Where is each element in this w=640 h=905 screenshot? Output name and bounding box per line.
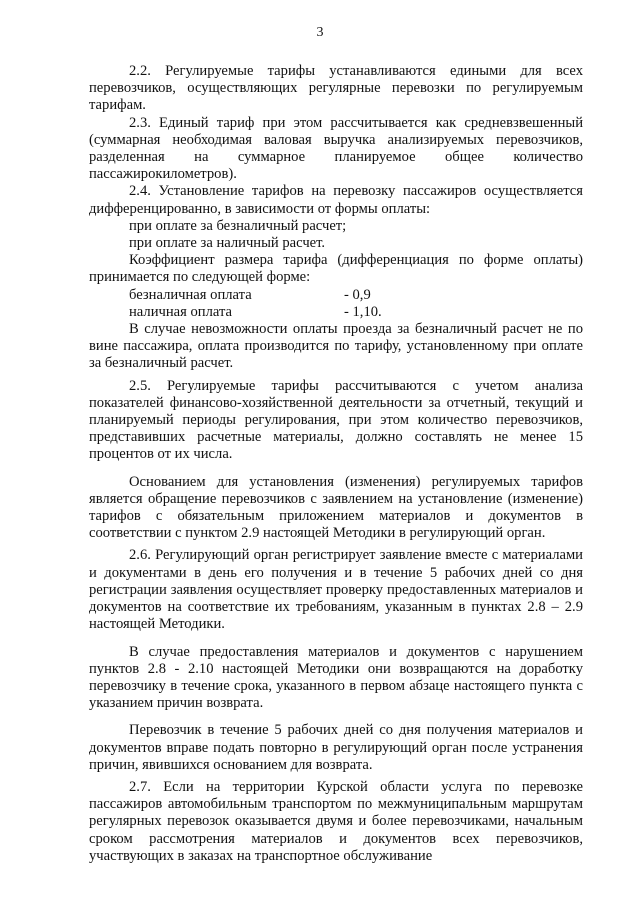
- paragraph-2-2: 2.2. Регулируемые тарифы устанавливаются едиными для всех перевозчиков, осуществляющих регулярные перевозки по регулируемым тарифам.: [89, 63, 583, 114]
- paragraph-violation: В случае предоставления материалов и документов с нарушением пунктов 2.8 - 2.10 настоящей Методики они возвращаются на доработку перевозчику в течение срока, указанного в первом абзаце настоящего пункта с указанием причин возврата.: [89, 643, 583, 712]
- document-body: [89, 63, 583, 865]
- coefficient-row-cashless: [89, 287, 583, 304]
- paragraph-2-6: 2.6. Регулирующий орган регистрирует заявление вместе с материалами и документами в день его получения и в течение 5 рабочих дней со дня регистрации заявления осуществляет проверку предоставленных материалов и документов на соответствие их требованиям, указанным в пунктах 2.8 – 2.9 настоящей Методики.: [89, 547, 583, 633]
- coefficient-row-cash: [89, 304, 583, 321]
- paragraph-impossibility: В случае невозможности оплаты проезда за безналичный расчет не по вине пассажира, оплата производится по тарифу, установленному при оплате за безналичный расчет.: [89, 321, 583, 372]
- paragraph-resubmit: Перевозчик в течение 5 рабочих дней со дня получения материалов и документов вправе подать повторно в регулирующий орган после устранения причин, явившихся основанием для возврата.: [89, 722, 583, 773]
- coefficient-value-cash: - 1,10.: [344, 303, 382, 320]
- paragraph-2-3: 2.3. Единый тариф при этом рассчитывается как средневзвешенный (суммарная необходимая валовая выручка анализируемых перевозчиков, разделенная на суммарное планируемое общее количество пассажирокилометров).: [89, 114, 583, 183]
- coefficient-intro: Коэффициент размера тарифа (дифференциация по форме оплаты) принимается по следующей форме:: [89, 252, 583, 286]
- page-number: 3: [316, 25, 324, 40]
- paragraph-2-7: 2.7. Если на территории Курской области услуга по перевозке пассажиров автомобильным транспортом по межмуниципальным маршрутам регулярных перевозок оказывается двумя и более перевозчиками, начальным сроком рассмотрения материалов и документов всех перевозчиков, участвующих в заказах на транспортное обслуживание: [89, 778, 583, 864]
- coefficient-value-cashless: - 0,9: [344, 286, 371, 303]
- list-item-cashless: при оплате за безналичный расчет;: [129, 217, 347, 234]
- paragraph-2-4: 2.4. Установление тарифов на перевозку пассажиров осуществляется дифференцированно, в зависимости от формы оплаты:: [89, 183, 583, 217]
- paragraph-2-5: 2.5. Регулируемые тарифы рассчитываются с учетом анализа показателей финансово-хозяйственной деятельности за отчетный, текущий и планируемый периоды регулирования, при этом количество перевозчиков, представивших расчетные материалы, должно составлять не менее 15 процентов от их числа.: [89, 377, 583, 463]
- coefficient-label-cash: наличная оплата: [129, 303, 233, 320]
- paragraph-basis: Основанием для установления (изменения) регулируемых тарифов является обращение перевозчиков с заявлением на установление (изменение) тарифов с обязательным приложением материалов и документов в соответствии с пунктом 2.9 настоящей Методики в регулирующий орган.: [89, 473, 583, 542]
- list-item-cash: при оплате за наличный расчет.: [129, 235, 326, 252]
- coefficient-label-cashless: безналичная оплата: [129, 286, 252, 303]
